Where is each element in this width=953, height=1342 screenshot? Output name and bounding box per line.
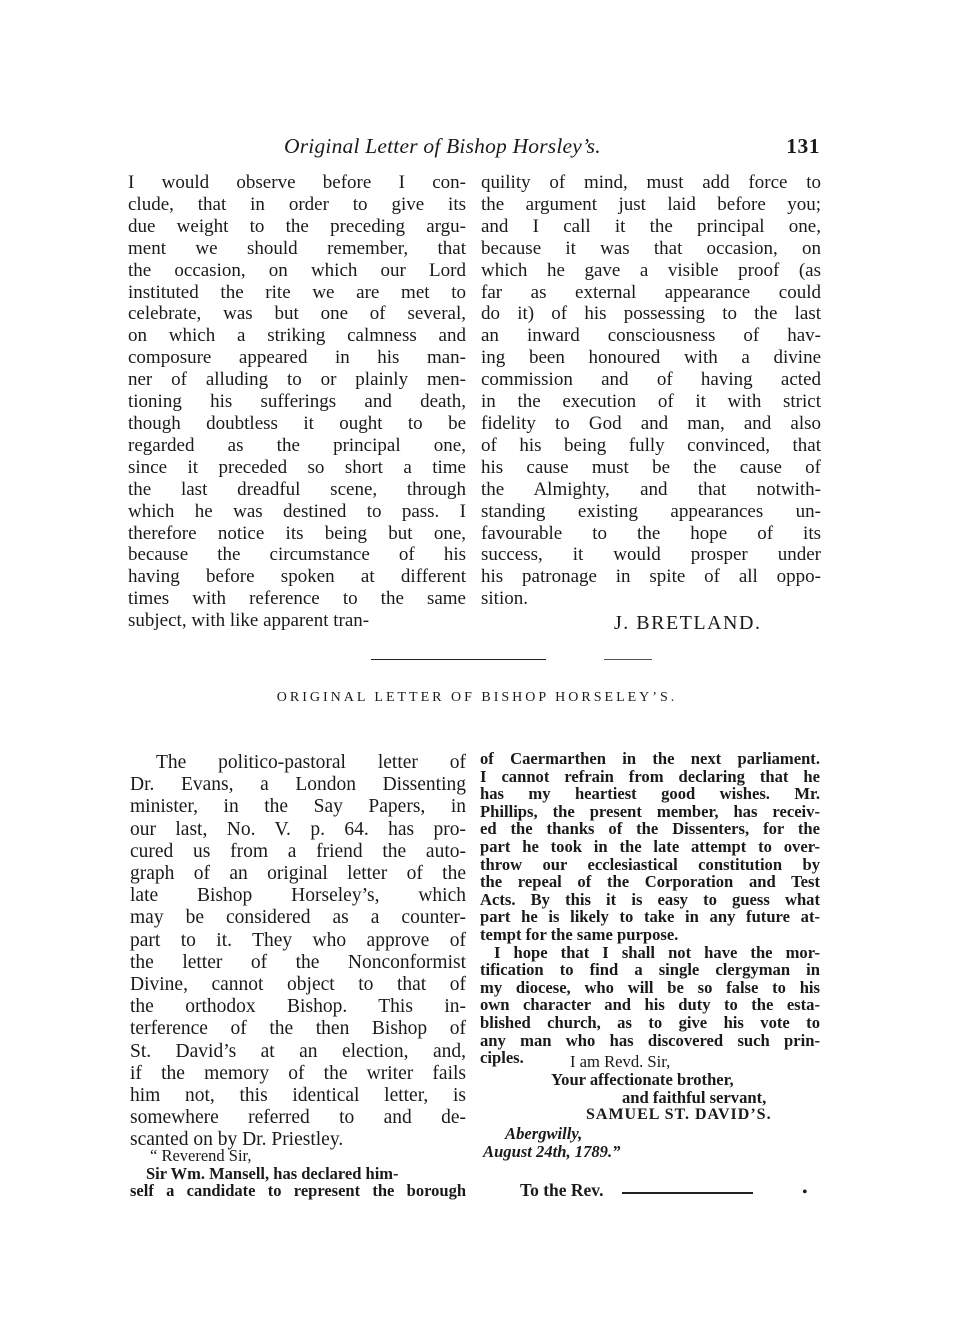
text-line: on which a striking calmness and (128, 325, 466, 347)
text-line: my diocese, who will be so false to his (480, 977, 820, 997)
text-line: which he was destined to pass. I (128, 500, 466, 522)
text-line: the occasion, on which our Lord (128, 259, 466, 281)
text-line: him not, this identical letter, is (130, 1085, 466, 1107)
text-line: I cannot refrain from declaring that he (480, 766, 820, 786)
text-line: of Caermarthen in the next parliament. (480, 749, 820, 768)
text-line: the letter of the Nonconformist (130, 951, 466, 973)
text-line: terference of the then Bishop of (130, 1018, 466, 1040)
text-line: The politico-pastoral letter of (156, 752, 466, 773)
section-divider-rule-short (604, 659, 652, 660)
letter-line: Sir Wm. Mansell, has declared him- (146, 1163, 399, 1183)
text-line: his cause must be the cause of (481, 456, 821, 478)
text-line: subject, with like apparent tran- (128, 610, 370, 632)
bottom-left-column (130, 752, 466, 1152)
text-line: since it preceded so short a time (128, 456, 466, 478)
text-line: having before spoken at different (128, 566, 466, 588)
text-line: late Bishop Horseley’s, which (130, 885, 466, 907)
text-line: regarded as the principal one, (128, 434, 466, 456)
text-line: composure appeared in his man- (128, 347, 466, 369)
text-line: times with reference to the same (128, 588, 466, 610)
text-line: quility of mind, must add force to (481, 172, 821, 193)
text-line: ment we should remember, that (128, 237, 466, 259)
letter-closing-line: Your affectionate brother, (551, 1070, 734, 1089)
letter-line: self a candidate to represent the borough (130, 1181, 466, 1200)
text-line: blished church, as to give his vote to (480, 1012, 820, 1032)
text-line: commission and of having acted (481, 369, 821, 391)
text-line: celebrate, was but one of several, (128, 303, 466, 325)
text-line: sition. (481, 588, 528, 610)
text-line: ed the thanks of the Dissenters, for the (480, 819, 820, 839)
stray-mark: • (802, 1184, 808, 1201)
text-line: St. David’s at an election, and, (130, 1040, 466, 1062)
text-line: ner of alluding to or plainly men- (128, 369, 466, 391)
letter-closing-line: and faithful servant, (622, 1088, 767, 1107)
letter-place: Abergwilly, (505, 1124, 583, 1143)
text-line: tification to find a single clergyman in (480, 960, 820, 980)
text-line: the last dreadful scene, through (128, 478, 466, 500)
text-line: may be considered as a counter- (130, 907, 466, 929)
text-line: an inward consciousness of hav- (481, 325, 821, 347)
text-line: part he took in the late attempt to over- (480, 836, 820, 856)
running-head-title: Original Letter of Bishop Horsley’s. (284, 134, 601, 158)
text-line: clude, that in order to give its (128, 193, 466, 215)
text-line: part to it. They who approve of (130, 929, 466, 951)
text-line: which he gave a visible proof (as (481, 259, 821, 281)
text-line: far as external appearance could (481, 281, 821, 303)
text-line: standing existing appearances un- (481, 500, 821, 522)
top-left-column (128, 172, 466, 632)
text-line: has my heartiest good wishes. Mr. (480, 784, 820, 804)
text-line: because it was that occasion, on (481, 237, 821, 259)
text-line: because the circumstance of his (128, 544, 466, 566)
text-line: the Almighty, and that notwith- (481, 478, 821, 500)
letter-date: August 24th, 1789.” (483, 1142, 621, 1161)
addressee-blank-rule (622, 1192, 753, 1194)
text-line: Dr. Evans, a London Dissenting (130, 774, 466, 796)
running-head (284, 134, 820, 164)
section-title: ORIGINAL LETTER OF BISHOP HORSELEY’S. (276, 690, 678, 705)
text-line: tioning his sufferings and death, (128, 391, 466, 413)
bottom-right-column (480, 750, 820, 1067)
text-line: tempt for the same purpose. (480, 924, 679, 944)
text-line: due weight to the preceding argu- (128, 215, 466, 237)
text-line: the orthodox Bishop. This in- (130, 996, 466, 1018)
text-line: our last, No. V. p. 64. has pro- (130, 818, 466, 840)
letter-salutation: “ Reverend Sir, (150, 1146, 252, 1165)
text-line: success, it would prosper under (481, 544, 821, 566)
text-line: Phillips, the present member, has receiv- (480, 801, 820, 821)
text-line: ing been honoured with a divine (481, 347, 821, 369)
text-line: of his being fully convinced, that (481, 434, 821, 456)
text-line: I would observe before I con- (128, 172, 466, 193)
text-line: scanted on by Dr. Priestley. (130, 1129, 344, 1151)
text-line: the repeal of the Corporation and Test (480, 872, 820, 892)
text-line: though doubtless it ought to be (128, 412, 466, 434)
text-line: favourable to the hope of its (481, 522, 821, 544)
text-line: do it) of his possessing to the last (481, 303, 821, 325)
text-line: the argument just laid before you; (481, 193, 821, 215)
text-line: if the memory of the writer fails (130, 1062, 466, 1084)
text-line: minister, in the Say Papers, in (130, 796, 466, 818)
text-line: part he is likely to take in any future at- (480, 907, 820, 927)
letter-opening (130, 1147, 466, 1200)
text-line: own character and his duty to the esta- (480, 995, 820, 1015)
text-line: ciples. (480, 1048, 524, 1068)
author-signature: J. BRETLAND. (614, 612, 762, 634)
text-line: cured us from a friend the auto- (130, 840, 466, 862)
text-line: therefore notice its being but one, (128, 522, 466, 544)
text-line: in the execution of it with strict (481, 391, 821, 413)
letter-closing-line: I am Revd. Sir, (570, 1052, 671, 1071)
text-line: fidelity to God and man, and also (481, 412, 821, 434)
text-line: instituted the rite we are met to (128, 281, 466, 303)
letter-signatory: SAMUEL ST. DAVID’S. (586, 1106, 772, 1123)
text-line: Acts. By this it is easy to guess what (480, 889, 820, 909)
section-divider-rule (371, 659, 546, 660)
text-line: and I call it the principal one, (481, 215, 821, 237)
addressee: To the Rev. (520, 1180, 604, 1200)
text-line: graph of an original letter of the (130, 863, 466, 885)
top-right-column (481, 172, 821, 610)
text-line: throw our ecclesiastical constitution by (480, 854, 820, 874)
text-line: somewhere referred to and de- (130, 1107, 466, 1129)
text-line: Divine, cannot object to that of (130, 974, 466, 996)
page-number: 131 (786, 134, 820, 158)
text-line: any man who has discovered such prin- (480, 1030, 820, 1050)
text-line: I hope that I shall not have the mor- (494, 942, 820, 962)
text-line: his patronage in spite of all oppo- (481, 566, 821, 588)
